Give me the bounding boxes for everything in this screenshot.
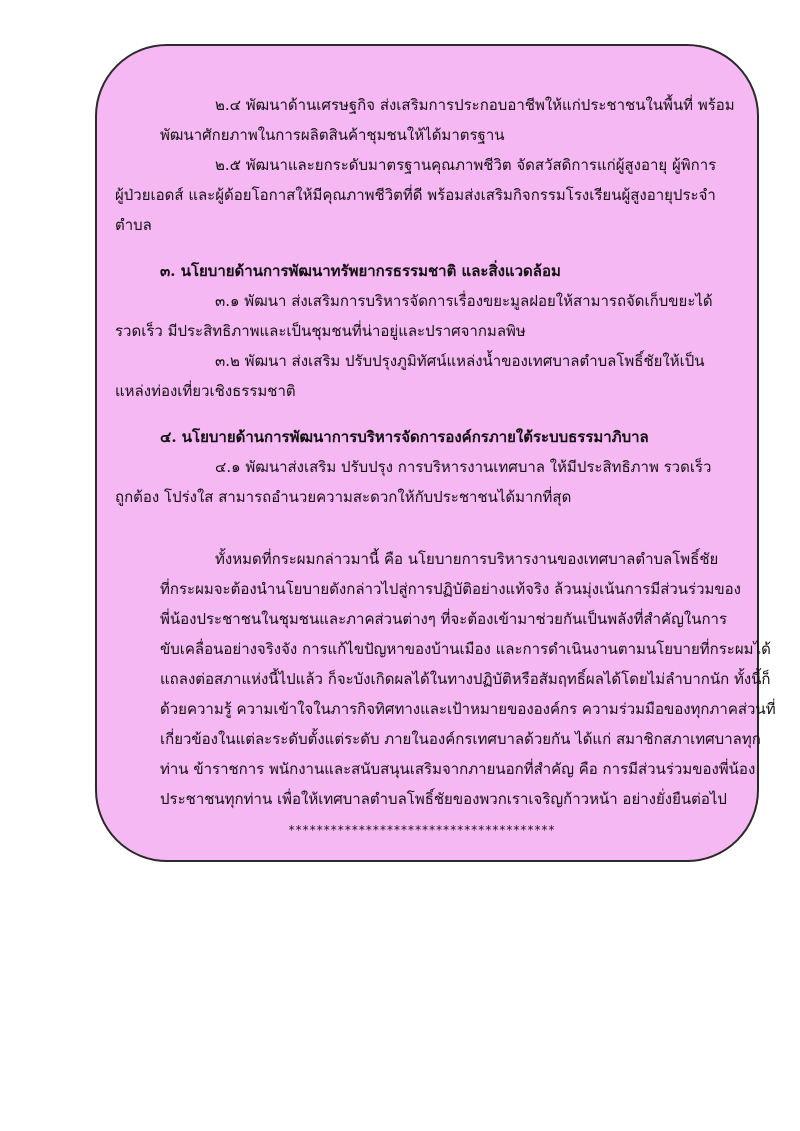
policy-4-heading: ๔. นโยบายด้านการพัฒนาการบริหารจัดการองค์กรภายใต้ระบบธรรมาภิบาล: [160, 428, 649, 446]
conclusion-line-9: ประชาชนทุกท่าน เพื่อให้เทศบาลตำบลโพธิ์ชัยของพวกเราเจริญก้าวหน้า อย่างยั่งยืนต่อไป: [160, 790, 727, 808]
item-2-5-line-2: ผู้ป่วยเอดส์ และผู้ด้อยโอกาสให้มีคุณภาพชีวิตที่ดี พร้อมส่งเสริมกิจกรรมโรงเรียนผู้สูงอายุประจำ: [115, 186, 716, 204]
item-2-4-line-1: ๒.๔ พัฒนาด้านเศรษฐกิจ ส่งเสริมการประกอบอาชีพให้แก่ประชาชนในพื้นที่ พร้อม: [215, 96, 735, 114]
section-gap: [115, 240, 735, 256]
item-3-1-line-1: ๓.๑ พัฒนา ส่งเสริมการบริหารจัดการเรื่องขยะมูลฝอยให้สามารถจัดเก็บขยะได้: [215, 292, 713, 310]
item-2-5-line-3: ตำบล: [115, 216, 152, 234]
item-3-2-line-2: แหล่งท่องเที่ยวเชิงธรรมชาติ: [115, 382, 296, 400]
document-body: [115, 90, 776, 814]
section-gap: [115, 406, 735, 422]
item-4-1-line-1: ๔.๑ พัฒนาส่งเสริม ปรับปรุง การบริหารงานเทศบาล ให้มีประสิทธิภาพ รวดเร็ว: [215, 458, 712, 476]
conclusion-line-7: เกี่ยวข้องในแต่ละระดับตั้งแต่ระดับ ภายในองค์กรเทศบาลด้วยกัน ได้แก่ สมาชิกสภาเทศบาลทุก: [160, 730, 761, 748]
conclusion-line-2: ที่กระผมจะต้องนำนโยบายดังกล่าวไปสู่การปฏิบัติอย่างแท้จริง ล้วนมุ่งเน้นการมีส่วนร่วมของ: [160, 580, 742, 598]
item-3-2-line-1: ๓.๒ พัฒนา ส่งเสริม ปรับปรุงภูมิทัศน์แหล่งน้ำของเทศบาลตำบลโพธิ์ชัยให้เป็น: [215, 352, 705, 370]
conclusion-line-5: แถลงต่อสภาแห่งนี้ไปแล้ว ก็จะบังเกิดผลได้ในทางปฏิบัติหรือสัมฤทธิ์ผลได้โดยไม่ลำบากนัก ทั้งนี้ก็: [160, 670, 771, 688]
item-2-4-line-2: พัฒนาศักยภาพในการผลิตสินค้าชุมชนให้ได้มาตรฐาน: [160, 126, 505, 144]
conclusion-line-8: ท่าน ข้าราชการ พนักงานและสนับสนุนเสริมจากภายนอกที่สำคัญ คือ การมีส่วนร่วมของพี่น้อง: [160, 760, 756, 778]
conclusion-line-6: ด้วยความรู้ ความเข้าใจในภารกิจทิศทางและเป้าหมายขององค์กร ความร่วมมือของทุกภาคส่วนที่: [160, 700, 776, 718]
conclusion-line-4: ขับเคลื่อนอย่างจริงจัง การแก้ไขปัญหาของบ้านเมือง และการดำเนินงานตามนโยบายที่กระผมได้: [160, 640, 771, 658]
policy-3-heading: ๓. นโยบายด้านการพัฒนาทรัพยากรธรรมชาติ และสิ่งแวดล้อม: [160, 262, 561, 280]
item-4-1-line-2: ถูกต้อง โปร่งใส สามารถอำนวยความสะดวกให้กับประชาชนได้มากที่สุด: [115, 488, 572, 506]
end-marker: **************************************: [288, 823, 555, 837]
item-3-1-line-2: รวดเร็ว มีประสิทธิภาพและเป็นชุมชนที่น่าอยู่และปราศจากมลพิษ: [115, 322, 526, 340]
conclusion-line-1: ทั้งหมดที่กระผมกล่าวมานี้ คือ นโยบายการบริหารงานของเทศบาลตำบลโพธิ์ชัย: [215, 550, 719, 568]
conclusion-line-3: พี่น้องประชาชนในชุมชนและภาคส่วนต่างๆ ที่จะต้องเข้ามาช่วยกันเป็นพลังที่สำคัญในการ: [160, 610, 728, 628]
item-2-5-line-1: ๒.๕ พัฒนาและยกระดับมาตรฐานคุณภาพชีวิต จัดสวัสดิการแก่ผู้สูงอายุ ผู้พิการ: [215, 156, 717, 174]
section-gap: [115, 512, 735, 544]
